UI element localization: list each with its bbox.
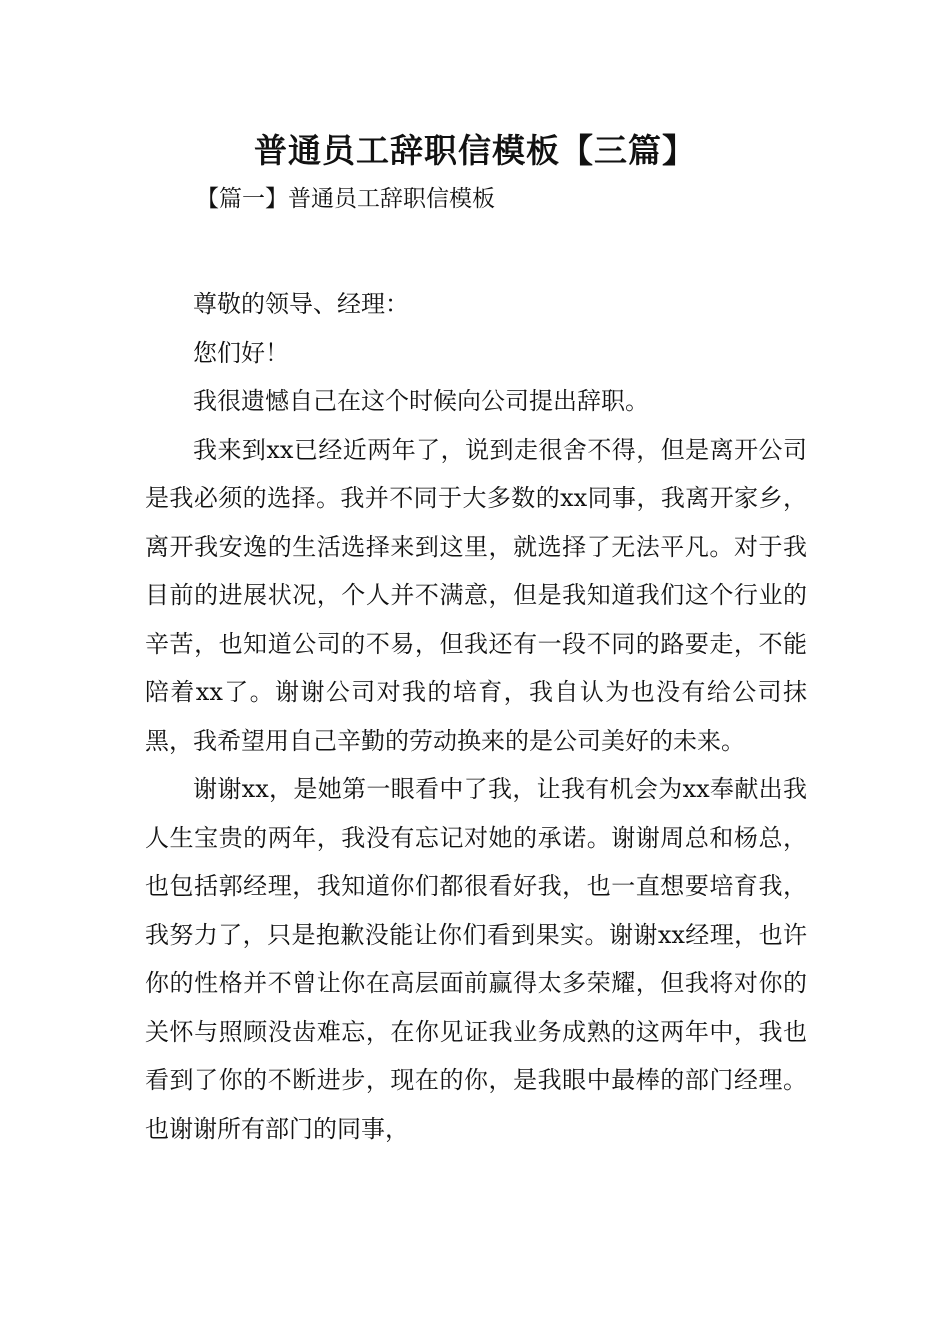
greeting: 您们好！ [193, 338, 289, 367]
salutation: 尊敬的领导、经理： [193, 290, 409, 318]
paragraph: 我来到xx已经近两年了，说到走很舍不得，但是离开公司是我必须的选择。我并不同于大多数的xx同事，我离开家乡，离开我安逸的生活选择来到这里，就选择了无法平凡。对于我目前的进展状况，个人并不满意，但是我知道我们这个行业的辛苦，也知道公司的不易，但我还有一段不同的路要走，不能陪着xx了。谢谢公司对我的培育，我自认为也没有给公司抹黑，我希望用自己辛勤的劳动换来的是公司美好的未来。 [145, 435, 807, 755]
paragraph: 我很遗憾自己在这个时候向公司提出辞职。 [193, 387, 649, 415]
paragraph: 谢谢xx，是她第一眼看中了我，让我有机会为xx奉献出我人生宝贵的两年，我没有忘记对她的承诺。谢谢周总和杨总，也包括郭经理，我知道你们都很看好我，也一直想要培育我，我努力了，只是抱歉没能让你们看到果实。谢谢xx经理，也许你的性格并不曾让你在高层面前赢得太多荣耀，但我将对你的关怀与照顾没齿难忘，在你见证我业务成熟的这两年中，我也看到了你的不断进步，现在的你，是我眼中最棒的部门经理。也谢谢所有部门的同事， [145, 775, 807, 1143]
letter-body [145, 280, 807, 1153]
section-heading: 【篇一】普通员工辞职信模板 [196, 186, 495, 212]
document-title: 普通员工辞职信模板【三篇】 [254, 131, 696, 170]
